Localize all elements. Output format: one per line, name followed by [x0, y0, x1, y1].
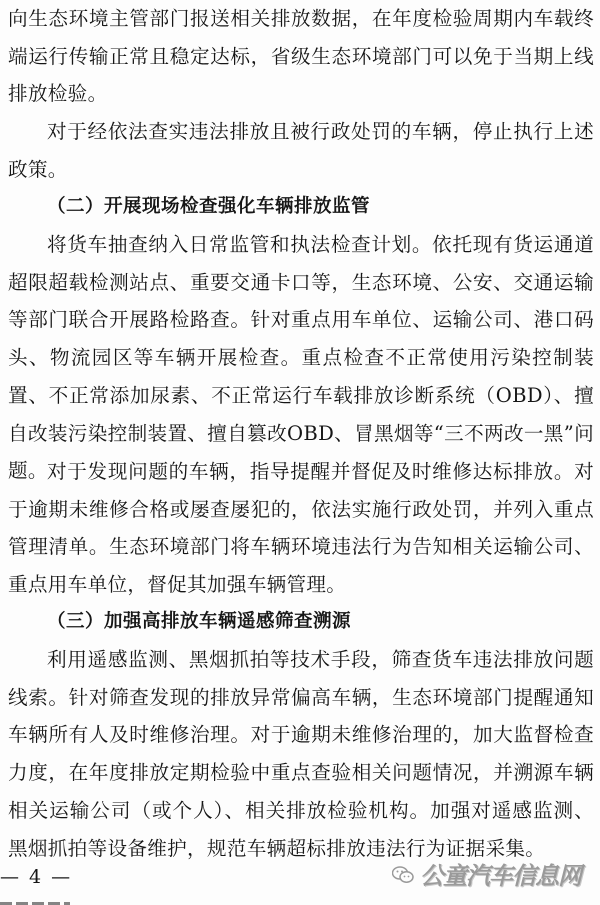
paragraph-emission-data: 向生态环境主管部门报送相关排放数据，在年度检验周期内车载终端运行传输正常且稳定达标，省级生态环境部门可以免于当期上线排放检验。 — [8, 7, 594, 106]
watermark — [392, 848, 592, 898]
paragraph-remote-sensing: 利用遥感监测、黑烟抓拍等技术手段，筛查货车违法排放问题线索。针对筛查发现的排放异常偏高车辆，生态环境部门提醒通知车辆所有人及时维修治理。对于逾期未维修治理的，加大监督检查力度，在年度排放定期检验中重点查验相关问题情况，并溯源车辆相关运输公司（或个人）、相关排放检验机构。加强对遥感监测、黑烟抓拍等设备维护，规范车辆超标排放违法行为证据采集。 — [8, 648, 594, 860]
section-heading-3: （三）加强高排放车辆遥感筛查溯源 — [47, 611, 352, 632]
cut-off-text-line — [0, 897, 70, 905]
section-heading-2: （二）开展现场检查强化车辆排放监管 — [47, 196, 371, 217]
wechat-icon — [392, 866, 414, 884]
watermark-text: 公童汽车信息网 — [420, 861, 581, 890]
paragraph-spot-check: 将货车抽查纳入日常监管和执法检查计划。依托现有货运通道超限超载检测站点、重要交通卡口等，生态环境、公安、交通运输等部门联合开展路检路查。针对重点用车单位、运输公司、港口码头、物流园区等车辆开展检查。重点检查不正常使用污染控制装置、不正常添加尿素、不正常运行车载排放诊断系统（OBD）、擅自改装污染控制装置、擅自篡改OBD、冒黑烟等“三不两改一黑”问题。 — [8, 233, 594, 483]
paragraph-problem-vehicles: 对于发现问题的车辆，指导提醒并督促及时维修达标排放。对于逾期未维修合格或屡查屡犯的，依法实施行政处罚，并列入重点管理清单。生态环境部门将车辆环境违法行为告知相关运输公司、重点用车单位，督促其加强车辆管理。 — [8, 460, 594, 597]
paragraph-penalty-exclusion: 对于经依法查实违法排放且被行政处罚的车辆，停止执行上述政策。 — [8, 120, 594, 181]
page-number: — 4 — — [0, 866, 73, 888]
